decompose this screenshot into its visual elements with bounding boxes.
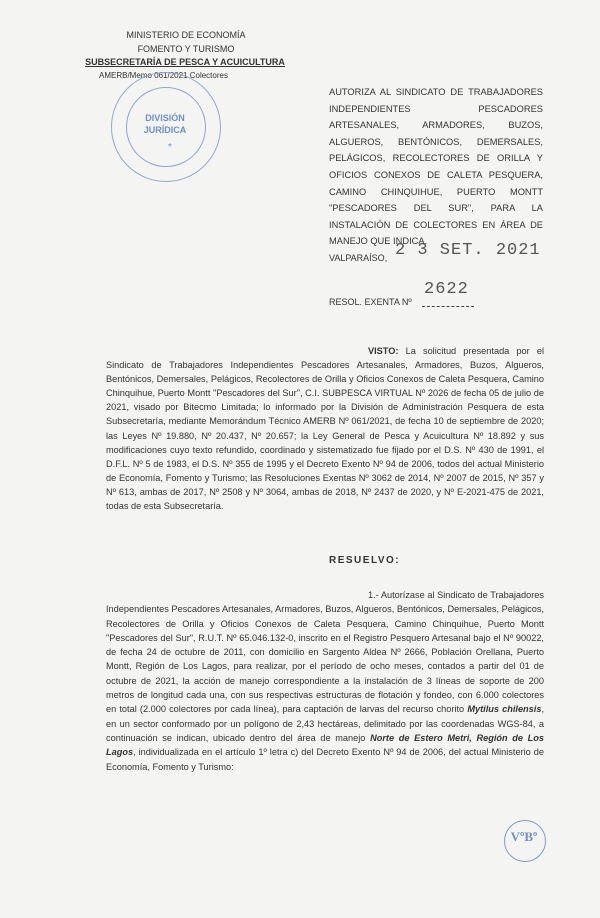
stamp-line-juridica: JURÍDICA (143, 125, 187, 135)
vobo-stamp-text: VºBº (510, 829, 538, 844)
article-1-text-b: , en un sector conformado por un polígono de 2,43 hectáreas, delimitado por las coordenadas WGS-84, a continuación se indican, ubicado dentro del área de manejo (106, 704, 544, 743)
place-label: VALPARAÍSO, (329, 253, 388, 263)
header-subsecretariat: SUBSECRETARÍA DE PESCA Y ACUICULTURA (85, 57, 285, 67)
management-area-name: Norte de Estero Metri, Región de Los Lagos (106, 732, 544, 758)
resolution-article-1 (106, 588, 544, 774)
resol-number-line (422, 306, 474, 307)
header-ministry: MINISTERIO DE ECONOMÍA (126, 30, 246, 40)
stamp-line-division: DIVISIÓN (145, 113, 185, 123)
article-1-text-c: , individualizada en el artículo 1º letra c) del Decreto Exento Nº 94 de 2006, del actual Ministerio de Economía, Fomento y Turismo: (106, 747, 544, 772)
juridica-stamp-text (111, 112, 219, 136)
visto-label: VISTO: (368, 346, 399, 356)
resol-number: 2622 (424, 280, 469, 299)
resol-label: RESOL. EXENTA Nº (329, 297, 412, 307)
article-1-text-a: 1.- Autorízase al Sindicato de Trabajadores Independientes Pescadores Artesanales, Armadores, Buzos, Algueros, Bentónicos, Demersales, Pelágicos, Recolectores de Orilla y Oficios Conexos de Caleta Pesquera, Camino Chinquihue, Puerto Montt "Pescadores del Sur", R.U.T. Nº 65.046.132-0, inscrito en el Registro Pesquero Artesanal bajo el Nº 90022, de fecha 24 de octubre de 2011, con domicilio en Sargento Aldea Nº 2666, Población Orellana, Puerto Montt, Región de Los Lagos, para realizar, por el período de ocho meses, contados a partir del 01 de octubre de 2021, la acción de manejo correspondiente a la instalación de 3 líneas de soporte de 200 metros de longitud cada una, con sus respectivas estructuras de flotación y fondeo, con 6.000 colectores en total (2.000 colectores por cada línea), para captación de larvas del recurso chorito (106, 590, 544, 715)
date-stamp: 2 3 SET. 2021 (395, 241, 541, 260)
resolution-title: AUTORIZA AL SINDICATO DE TRABAJADORES INDEPENDIENTES PESCADORES ARTESANALES, ARMADORES, BUZOS, ALGUEROS, BENTÓNICOS, DEMERSALES, PELÁGICOS, RECOLECTORES DE ORILLA Y OFICIOS CONEXOS DE CALETA PESQUERA, CAMINO CHINQUIHUE, PUERTO MONTT "PESCADORES DEL SUR", PARA LA INSTALACIÓN DE COLECTORES EN ÁREA DE MANEJO QUE INDICA. (329, 87, 543, 247)
header-memo-reference: AMERB/Memo 061/2021 Colectores (99, 71, 228, 80)
visto-text: La solicitud presentada por el Sindicato de Trabajadores Independientes Pescadores Artesanales, Armadores, Buzos, Algueros, Bentónicos, Demersales, Pelágicos, Recolectores de Orilla y Oficios Conexos de Caleta Pesquera, Camino Chinquihue, Puerto Montt "Pescadores del Sur", C.I. SUBPESCA VIRTUAL Nº 2026 de fecha 05 de julio de 2021, visado por Bitecmo Limitada; lo informado por la División de Administración Pesquera de esta Subsecretaría, mediante Memorándum Técnico AMERB Nº 061/2021, de fecha 10 de septiembre de 2020; las Leyes Nº 19.880, Nº 20.437, Nº 20.657; la Ley General de Pesca y Acuicultura Nº 18.892 y sus modificaciones cuyo texto refundido, coordinado y sistematizado fue fijado por el D.S. Nº 430 de 1991, el D.F.L. Nº 5 de 1983, el D.S. Nº 355 de 1995 y el Decreto Exento Nº 94 de 2006, todos del actual Ministerio de Economía, Fomento y Turismo; las Resoluciones Exentas Nº 3062 de 2014, Nº 2007 de 2015, Nº 357 y Nº 613, ambas de 2017, Nº 2508 y Nº 3064, ambas de 2018, Nº 2437 de 2020, y Nº E-2021-475 de 2021, todas de esta Subsecretaría. (106, 346, 544, 512)
header-ministry-sub: FOMENTO Y TURISMO (137, 44, 235, 54)
species-name: Mytilus chilensis (467, 704, 542, 715)
stamp-star-icon: * (168, 142, 172, 153)
visto-paragraph (106, 344, 544, 513)
resuelvo-heading: RESUELVO: (329, 555, 401, 566)
